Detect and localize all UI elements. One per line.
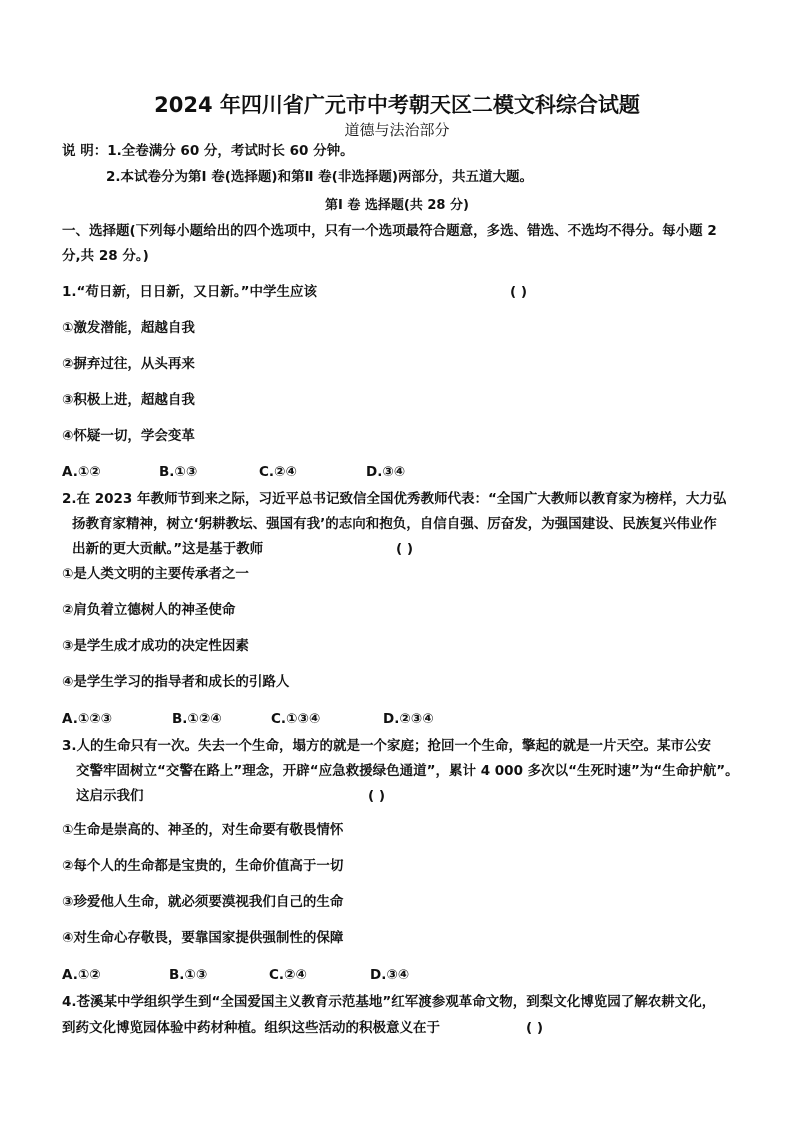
choice-option: B.①②④	[172, 711, 222, 727]
instruction-line-1: 说 明：1.全卷满分 60 分，考试时长 60 分钟。	[62, 143, 354, 159]
statement-item: ④对生命心存敬畏，要靠国家提供强制性的保障	[62, 930, 344, 946]
statement-item: ②肩负着立德树人的神圣使命	[62, 602, 236, 618]
question-stem: 交警牢固树立“交警在路上”理念，开辟“应急救援绿色通道”，累计 4 000 多次以“生死时速”为“生命护航”。	[76, 763, 739, 779]
section-intro-line-1: 一、选择题(下列每小题给出的四个选项中，只有一个选项最符合题意，多选、错选、不选均不得分。每小题 2	[62, 223, 717, 239]
answer-blank: ( )	[526, 1020, 544, 1036]
statement-item: ②摒弃过往，从头再来	[62, 356, 195, 372]
choice-option: D.②③④	[383, 711, 434, 727]
choice-option: D.③④	[370, 967, 410, 983]
statement-item: ①是人类文明的主要传承者之一	[62, 566, 249, 582]
question-stem: 2.在 2023 年教师节到来之际，习近平总书记致信全国优秀教师代表：“全国广大教师以教育家为榜样，大力弘	[62, 491, 727, 507]
statement-item: ③珍爱他人生命，就必须要漠视我们自己的生命	[62, 894, 344, 910]
choice-option: B.①③	[159, 464, 198, 480]
question-stem: 3.人的生命只有一次。失去一个生命，塌方的就是一个家庭；抢回一个生命，擎起的就是一片天空。某市公安	[62, 738, 712, 754]
statement-item: ③是学生成才成功的决定性因素	[62, 638, 249, 654]
choice-option: A.①②	[62, 967, 101, 983]
question-stem: 出新的更大贡献。”这是基于教师	[72, 541, 264, 557]
answer-blank: ( )	[510, 284, 528, 300]
section-intro-line-2: 分,共 28 分。)	[62, 248, 149, 264]
choice-option: C.②④	[269, 967, 307, 983]
question-stem: 扬教育家精神，树立‘躬耕教坛、强国有我’的志向和抱负，自信自强、厉奋发，为强国建设、民族复兴伟业作	[72, 516, 717, 532]
statement-item: ②每个人的生命都是宝贵的，生命价值高于一切	[62, 858, 344, 874]
question-stem: 这启示我们	[76, 788, 144, 804]
statement-item: ③积极上进，超越自我	[62, 392, 195, 408]
page-subtitle: 道德与法治部分	[344, 121, 450, 139]
statement-item: ①生命是崇高的、神圣的，对生命要有敬畏情怀	[62, 822, 344, 838]
question-stem: 1.“苟日新，日日新，又日新。”中学生应该	[62, 284, 318, 300]
choice-option: D.③④	[366, 464, 406, 480]
section-title: 第Ⅰ 卷 选择题(共 28 分)	[325, 198, 469, 213]
choice-option: A.①②③	[62, 711, 113, 727]
question-stem: 到药文化博览园体验中药材种植。组织这些活动的积极意义在于	[62, 1020, 440, 1036]
choice-option: C.①③④	[271, 711, 321, 727]
page-title: 2024 年四川省广元市中考朝天区二模文科综合试题	[154, 93, 640, 117]
choice-option: A.①②	[62, 464, 101, 480]
instruction-line-2: 2.本试卷分为第Ⅰ 卷(选择题)和第Ⅱ 卷(非选择题)两部分，共五道大题。	[106, 169, 534, 185]
choice-option: C.②④	[259, 464, 297, 480]
answer-blank: ( )	[396, 541, 414, 557]
question-stem: 4.苍溪某中学组织学生到“全国爱国主义教育示范基地”红军渡参观革命文物，到梨文化博览园了解农耕文化，	[62, 994, 716, 1010]
answer-blank: ( )	[368, 788, 386, 804]
statement-item: ④怀疑一切，学会变革	[62, 428, 195, 444]
statement-item: ①激发潜能，超越自我	[62, 320, 195, 336]
choice-option: B.①③	[169, 967, 208, 983]
statement-item: ④是学生学习的指导者和成长的引路人	[62, 674, 290, 690]
